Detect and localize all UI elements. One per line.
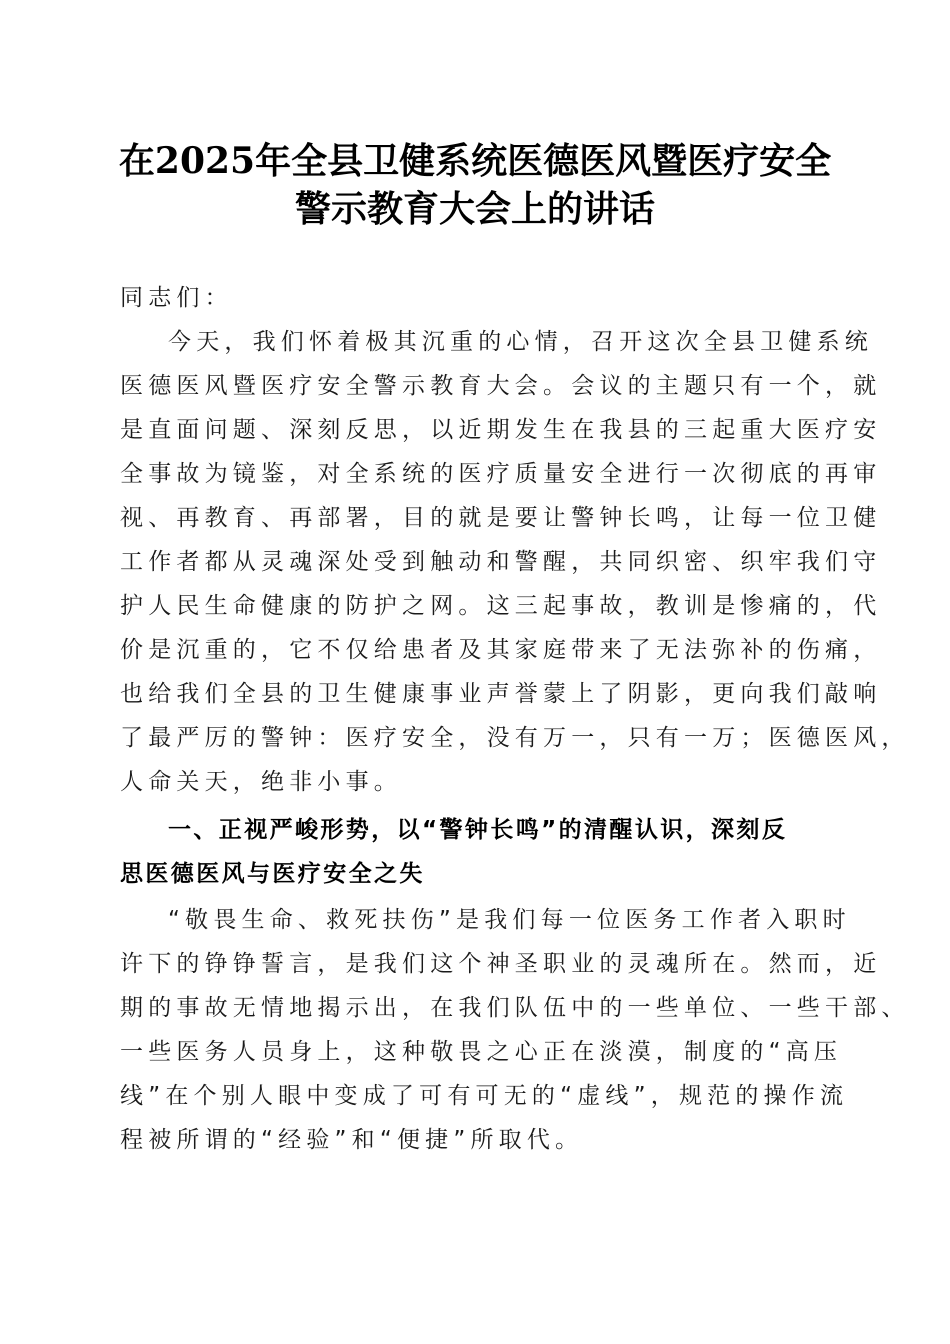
paragraph-2-line: 程被所谓的“经验”和“便捷”所取代。 — [120, 1127, 584, 1153]
paragraph-1-line: 医德医风暨医疗安全警示教育大会。会议的主题只有一个，就 — [120, 373, 882, 399]
section-heading-1-line: 一、正视严峻形势，以“警钟长鸣”的清醒认识，深刻反 — [168, 817, 788, 843]
paragraph-1-line: 全事故为镜鉴，对全系统的医疗质量安全进行一次彻底的再审 — [120, 461, 882, 487]
paragraph-1-line: 今天，我们怀着极其沉重的心情，召开这次全县卫健系统 — [168, 329, 873, 355]
paragraph-1-line: 护人民生命健康的防护之网。这三起事故，教训是惨痛的，代 — [120, 593, 882, 619]
section-heading-1-line: 思医德医风与医疗安全之失 — [120, 861, 425, 887]
salutation: 同志们： — [120, 285, 233, 311]
paragraph-1-line: 也给我们全县的卫生健康事业声誉蒙上了阴影，更向我们敲响 — [120, 681, 882, 707]
paragraph-1-line: 视、再教育、再部署，目的就是要让警钟长鸣，让每一位卫健 — [120, 505, 882, 531]
paragraph-2-line: “敬畏生命、救死扶伤”是我们每一位医务工作者入职时 — [168, 907, 851, 933]
paragraph-2-line: 线”在个别人眼中变成了可有可无的“虚线”，规范的操作流 — [120, 1083, 849, 1109]
paragraph-1-line: 人命关天，绝非小事。 — [120, 769, 402, 795]
paragraph-2-line: 期的事故无情地揭示出，在我们队伍中的一些单位、一些干部、 — [120, 995, 910, 1021]
paragraph-1-line: 了最严厉的警钟：医疗安全，没有万一，只有一万；医德医风， — [120, 725, 910, 751]
paragraph-2-line: 一些医务人员身上，这种敬畏之心正在淡漠，制度的“高压 — [120, 1039, 843, 1065]
document-title-line-1: 在2025年全县卫健系统医德医风暨医疗安全 — [118, 140, 832, 182]
paragraph-2-line: 许下的铮铮誓言，是我们这个神圣职业的灵魂所在。然而，近 — [120, 951, 882, 977]
document-title-line-2: 警示教育大会上的讲话 — [294, 188, 655, 230]
paragraph-1-line: 工作者都从灵魂深处受到触动和警醒，共同织密、织牢我们守 — [120, 549, 882, 575]
paragraph-1-line: 价是沉重的，它不仅给患者及其家庭带来了无法弥补的伤痛， — [120, 637, 882, 663]
paragraph-1-line: 是直面问题、深刻反思，以近期发生在我县的三起重大医疗安 — [120, 417, 882, 443]
